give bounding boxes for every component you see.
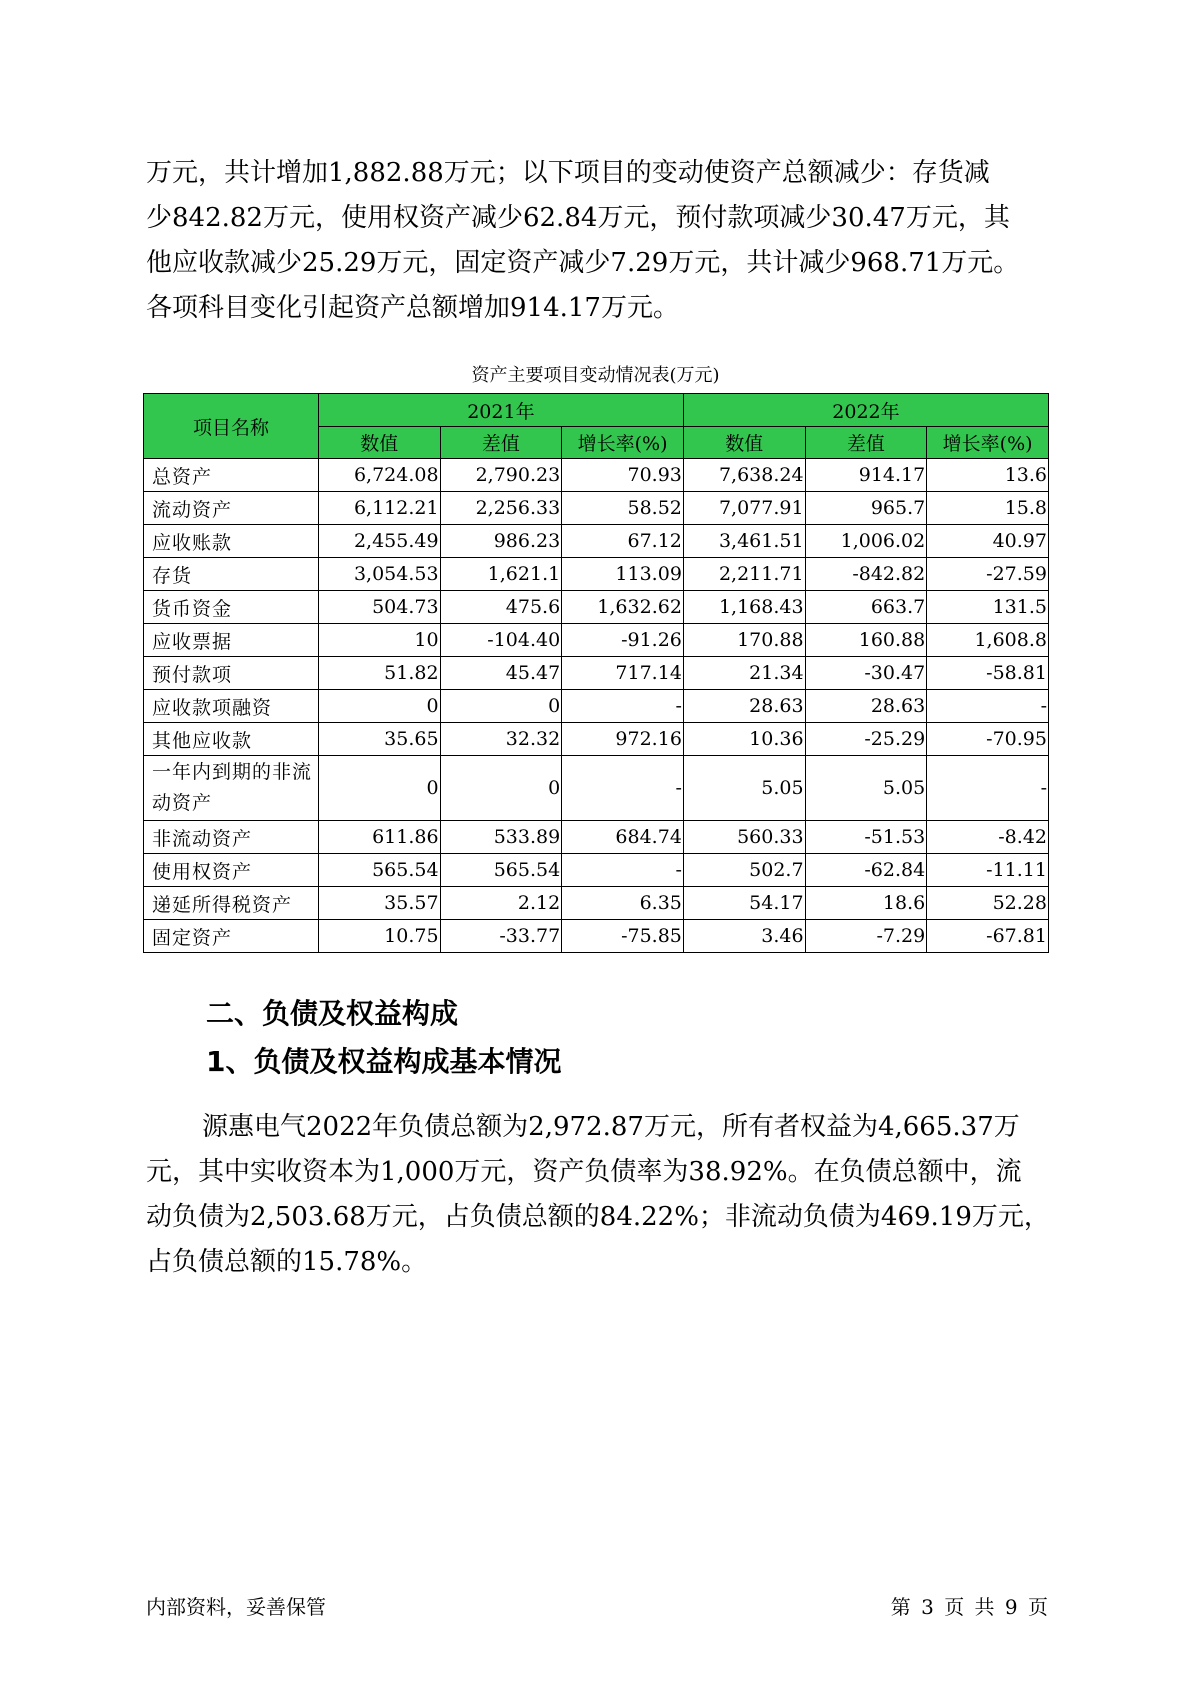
table-row bbox=[144, 459, 1049, 492]
row-value-cell: 70.93 bbox=[562, 459, 684, 492]
row-value-cell: 565.54 bbox=[440, 854, 562, 887]
row-value-cell: 13.6 bbox=[927, 459, 1049, 492]
row-value-cell: 58.52 bbox=[562, 492, 684, 525]
row-value-cell: 502.7 bbox=[683, 854, 805, 887]
row-value-cell: - bbox=[562, 690, 684, 723]
row-value-cell: 2,256.33 bbox=[440, 492, 562, 525]
row-value-cell: 3,054.53 bbox=[318, 558, 440, 591]
row-value-cell: 565.54 bbox=[318, 854, 440, 887]
row-value-cell: 21.34 bbox=[683, 657, 805, 690]
row-item-name: 货币资金 bbox=[144, 591, 319, 624]
header-value: 数值 bbox=[683, 427, 805, 459]
row-value-cell: 10 bbox=[318, 624, 440, 657]
row-item-name: 应收票据 bbox=[144, 624, 319, 657]
row-item-name: 存货 bbox=[144, 558, 319, 591]
text-line: 占负债总额的15.78%。 bbox=[146, 1247, 428, 1277]
row-value-cell: -25.29 bbox=[805, 723, 927, 756]
text-line: 源惠电气2022年负债总额为2,972.87万元，所有者权益为4,665.37万 bbox=[202, 1112, 1020, 1142]
table-caption: 资产主要项目变动情况表(万元) bbox=[471, 365, 720, 386]
row-value-cell: -58.81 bbox=[927, 657, 1049, 690]
row-value-cell: 1,632.62 bbox=[562, 591, 684, 624]
row-value-cell: 475.6 bbox=[440, 591, 562, 624]
row-item-name: 应收款项融资 bbox=[144, 690, 319, 723]
row-value-cell: 7,638.24 bbox=[683, 459, 805, 492]
row-value-cell: 6,112.21 bbox=[318, 492, 440, 525]
row-value-cell: - bbox=[927, 756, 1049, 821]
row-value-cell: 3.46 bbox=[683, 920, 805, 953]
table-header-row bbox=[144, 394, 1049, 427]
row-value-cell: -30.47 bbox=[805, 657, 927, 690]
row-value-cell: 2,455.49 bbox=[318, 525, 440, 558]
subsection-heading: 1、负债及权益构成基本情况 bbox=[206, 1045, 562, 1078]
row-value-cell: 1,006.02 bbox=[805, 525, 927, 558]
row-item-name: 递延所得税资产 bbox=[144, 887, 319, 920]
row-value-cell: 986.23 bbox=[440, 525, 562, 558]
row-value-cell: 2,790.23 bbox=[440, 459, 562, 492]
row-value-cell: 51.82 bbox=[318, 657, 440, 690]
table-row bbox=[144, 624, 1049, 657]
row-value-cell: 28.63 bbox=[805, 690, 927, 723]
row-value-cell: 40.97 bbox=[927, 525, 1049, 558]
row-value-cell: 2.12 bbox=[440, 887, 562, 920]
asset-change-table bbox=[143, 393, 1049, 953]
table-row bbox=[144, 492, 1049, 525]
intro-paragraph bbox=[146, 151, 1046, 331]
row-value-cell: 113.09 bbox=[562, 558, 684, 591]
footer-page-number: 第 3 页 共 9 页 bbox=[890, 1595, 1048, 1619]
row-value-cell: -8.42 bbox=[927, 821, 1049, 854]
text-line: 各项科目变化引起资产总额增加914.17万元。 bbox=[146, 293, 679, 323]
row-value-cell: -33.77 bbox=[440, 920, 562, 953]
header-difference: 差值 bbox=[805, 427, 927, 459]
row-value-cell: -7.29 bbox=[805, 920, 927, 953]
row-value-cell: 67.12 bbox=[562, 525, 684, 558]
row-value-cell: 6.35 bbox=[562, 887, 684, 920]
text-line: 少842.82万元，使用权资产减少62.84万元，预付款项减少30.47万元，其 bbox=[146, 203, 1010, 233]
table-row bbox=[144, 657, 1049, 690]
header-year-2021: 2021年 bbox=[318, 394, 683, 427]
header-difference: 差值 bbox=[440, 427, 562, 459]
row-item-name: 预付款项 bbox=[144, 657, 319, 690]
row-value-cell: 10.75 bbox=[318, 920, 440, 953]
footer-confidential-note: 内部资料，妥善保管 bbox=[146, 1595, 326, 1619]
row-value-cell: 7,077.91 bbox=[683, 492, 805, 525]
row-value-cell: 2,211.71 bbox=[683, 558, 805, 591]
row-value-cell: 914.17 bbox=[805, 459, 927, 492]
table-row bbox=[144, 887, 1049, 920]
row-value-cell: 1,608.8 bbox=[927, 624, 1049, 657]
row-value-cell: 170.88 bbox=[683, 624, 805, 657]
row-value-cell: - bbox=[562, 756, 684, 821]
header-year-2022: 2022年 bbox=[683, 394, 1048, 427]
header-growth-rate: 增长率(%) bbox=[562, 427, 684, 459]
row-value-cell: 972.16 bbox=[562, 723, 684, 756]
row-value-cell: 54.17 bbox=[683, 887, 805, 920]
row-value-cell: 0 bbox=[440, 690, 562, 723]
table-row bbox=[144, 854, 1049, 887]
row-value-cell: -67.81 bbox=[927, 920, 1049, 953]
row-value-cell: 1,168.43 bbox=[683, 591, 805, 624]
row-value-cell: 0 bbox=[318, 756, 440, 821]
row-value-cell: 15.8 bbox=[927, 492, 1049, 525]
row-value-cell: 5.05 bbox=[805, 756, 927, 821]
text-line: 元，其中实收资本为1,000万元，资产负债率为38.92%。在负债总额中，流 bbox=[146, 1157, 1022, 1187]
row-value-cell: -70.95 bbox=[927, 723, 1049, 756]
row-item-name: 流动资产 bbox=[144, 492, 319, 525]
row-value-cell: 18.6 bbox=[805, 887, 927, 920]
section-heading: 二、负债及权益构成 bbox=[206, 997, 459, 1030]
row-value-cell: 0 bbox=[440, 756, 562, 821]
row-value-cell: 45.47 bbox=[440, 657, 562, 690]
row-item-name: 固定资产 bbox=[144, 920, 319, 953]
header-growth-rate: 增长率(%) bbox=[927, 427, 1049, 459]
row-value-cell: 35.57 bbox=[318, 887, 440, 920]
row-value-cell: 35.65 bbox=[318, 723, 440, 756]
table-row bbox=[144, 525, 1049, 558]
table-row bbox=[144, 558, 1049, 591]
row-item-name: 总资产 bbox=[144, 459, 319, 492]
text-line: 他应收款减少25.29万元，固定资产减少7.29万元，共计减少968.71万元。 bbox=[146, 248, 1020, 278]
text-line: 万元，共计增加1,882.88万元；以下项目的变动使资产总额减少：存货减 bbox=[146, 158, 990, 188]
row-value-cell: 28.63 bbox=[683, 690, 805, 723]
row-item-name: 非流动资产 bbox=[144, 821, 319, 854]
header-value: 数值 bbox=[318, 427, 440, 459]
row-value-cell: 10.36 bbox=[683, 723, 805, 756]
liability-paragraph bbox=[146, 1105, 1050, 1285]
row-value-cell: 6,724.08 bbox=[318, 459, 440, 492]
row-value-cell: 965.7 bbox=[805, 492, 927, 525]
table-row bbox=[144, 591, 1049, 624]
table-body bbox=[144, 459, 1049, 953]
row-item-name: 其他应收款 bbox=[144, 723, 319, 756]
table-row bbox=[144, 920, 1049, 953]
header-item-name: 项目名称 bbox=[144, 394, 319, 459]
row-value-cell: 611.86 bbox=[318, 821, 440, 854]
row-value-cell: 663.7 bbox=[805, 591, 927, 624]
row-value-cell: 52.28 bbox=[927, 887, 1049, 920]
row-value-cell: -842.82 bbox=[805, 558, 927, 591]
row-value-cell: 5.05 bbox=[683, 756, 805, 821]
row-value-cell: 160.88 bbox=[805, 624, 927, 657]
row-value-cell: - bbox=[927, 690, 1049, 723]
row-value-cell: 560.33 bbox=[683, 821, 805, 854]
row-value-cell: -27.59 bbox=[927, 558, 1049, 591]
table-row bbox=[144, 723, 1049, 756]
row-value-cell: 0 bbox=[318, 690, 440, 723]
row-item-name: 一年内到期的非流动资产 bbox=[144, 756, 319, 821]
row-value-cell: 533.89 bbox=[440, 821, 562, 854]
row-value-cell: 131.5 bbox=[927, 591, 1049, 624]
row-value-cell: -51.53 bbox=[805, 821, 927, 854]
row-item-name: 应收账款 bbox=[144, 525, 319, 558]
row-value-cell: -62.84 bbox=[805, 854, 927, 887]
row-value-cell: - bbox=[562, 854, 684, 887]
row-value-cell: 684.74 bbox=[562, 821, 684, 854]
row-value-cell: 32.32 bbox=[440, 723, 562, 756]
row-value-cell: 3,461.51 bbox=[683, 525, 805, 558]
row-value-cell: -75.85 bbox=[562, 920, 684, 953]
row-value-cell: 717.14 bbox=[562, 657, 684, 690]
row-value-cell: -11.11 bbox=[927, 854, 1049, 887]
row-value-cell: 504.73 bbox=[318, 591, 440, 624]
row-value-cell: 1,621.1 bbox=[440, 558, 562, 591]
table-row bbox=[144, 821, 1049, 854]
table-row bbox=[144, 690, 1049, 723]
text-line: 动负债为2,503.68万元，占负债总额的84.22%；非流动负债为469.19万元， bbox=[146, 1202, 1050, 1232]
table-row bbox=[144, 756, 1049, 821]
row-value-cell: -104.40 bbox=[440, 624, 562, 657]
row-item-name: 使用权资产 bbox=[144, 854, 319, 887]
row-value-cell: -91.26 bbox=[562, 624, 684, 657]
